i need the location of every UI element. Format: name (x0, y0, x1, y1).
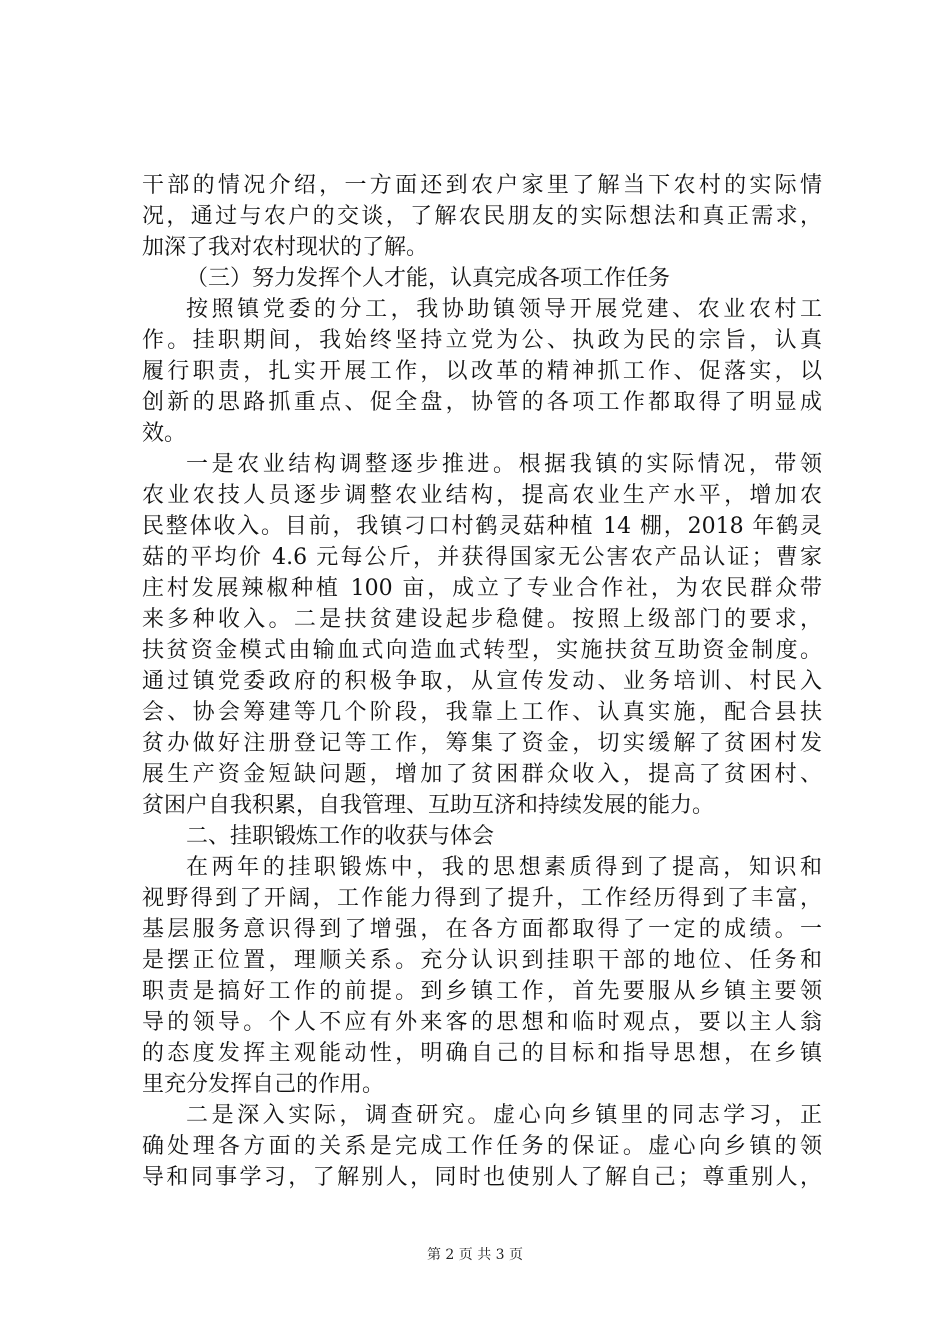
text-line: 加深了我对农村现状的了解。 (142, 235, 429, 260)
text-line: 菇的平均价 4.6 元每公斤，并获得国家无公害农产品认证；曹家 (142, 545, 822, 570)
text-line: 职责是搞好工作的前提。到乡镇工作，首先要服从乡镇主要领 (142, 979, 822, 1004)
text-line: 展生产资金短缺问题，增加了贫困群众收入，提高了贫困村、 (142, 762, 822, 787)
text-line: 一是农业结构调整逐步推进。根据我镇的实际情况，带领 (186, 452, 822, 477)
text-line: 扶贫资金模式由输血式向造血式转型，实施扶贫互助资金制度。 (142, 638, 822, 663)
text-line: 的态度发挥主观能动性，明确自己的目标和指导思想，在乡镇 (142, 1041, 822, 1066)
text-line: 基层服务意识得到了增强，在各方面都取得了一定的成绩。一 (142, 917, 822, 942)
section-heading: 二、挂职锻炼工作的收获与体会 (186, 824, 495, 849)
text-line: 作。挂职期间，我始终坚持立党为公、执政为民的宗旨，认真 (142, 328, 822, 353)
text-line: 来多种收入。二是扶贫建设起步稳健。按照上级部门的要求， (142, 607, 822, 632)
text-line: 况，通过与农户的交谈，了解农民朋友的实际想法和真正需求， (142, 204, 822, 229)
text-line: 贫困户自我积累，自我管理、互助互济和持续发展的能力。 (142, 793, 715, 818)
text-line: 会、协会筹建等几个阶段，我靠上工作、认真实施，配合县扶 (142, 700, 822, 725)
text-line: 在两年的挂职锻炼中，我的思想素质得到了提高，知识和 (186, 855, 822, 880)
text-line: 农业农技人员逐步调整农业结构，提高农业生产水平，增加农 (142, 483, 822, 508)
text-line: 导的领导。个人不应有外来客的思想和临时观点，要以主人翁 (142, 1010, 822, 1035)
text-line: 导和同事学习，了解别人，同时也使别人了解自己；尊重别人， (142, 1165, 822, 1190)
body-text (142, 170, 822, 1193)
text-line: 创新的思路抓重点、促全盘，协管的各项工作都取得了明显成 (142, 390, 822, 415)
text-line: 通过镇党委政府的积极争取，从宣传发动、业务培训、村民入 (142, 669, 822, 694)
text-line: 效。 (142, 421, 187, 446)
text-line: 贫办做好注册登记等工作，筹集了资金，切实缓解了贫困村发 (142, 731, 822, 756)
text-line: 里充分发挥自己的作用。 (142, 1072, 385, 1097)
text-line: 干部的情况介绍，一方面还到农户家里了解当下农村的实际情 (142, 173, 822, 198)
page-number-footer: 第 2 页 共 3 页 (426, 1247, 524, 1263)
text-line: 确处理各方面的关系是完成工作任务的保证。虚心向乡镇的领 (142, 1134, 822, 1159)
text-line: 是摆正位置，理顺关系。充分认识到挂职干部的地位、任务和 (142, 948, 822, 973)
text-line: 视野得到了开阔，工作能力得到了提升，工作经历得到了丰富， (142, 886, 822, 911)
text-line: 庄村发展辣椒种植 100 亩，成立了专业合作社，为农民群众带 (142, 576, 822, 601)
text-line: 按照镇党委的分工，我协助镇领导开展党建、农业农村工 (186, 297, 822, 322)
text-line: 履行职责，扎实开展工作，以改革的精神抓工作、促落实，以 (142, 359, 822, 384)
text-line: 民整体收入。目前，我镇刁口村鹤灵菇种植 14 棚，2018 年鹤灵 (142, 514, 822, 539)
text-line: 二是深入实际，调查研究。虚心向乡镇里的同志学习，正 (186, 1103, 822, 1128)
section-heading: （三）努力发挥个人才能，认真完成各项工作任务 (186, 266, 671, 291)
